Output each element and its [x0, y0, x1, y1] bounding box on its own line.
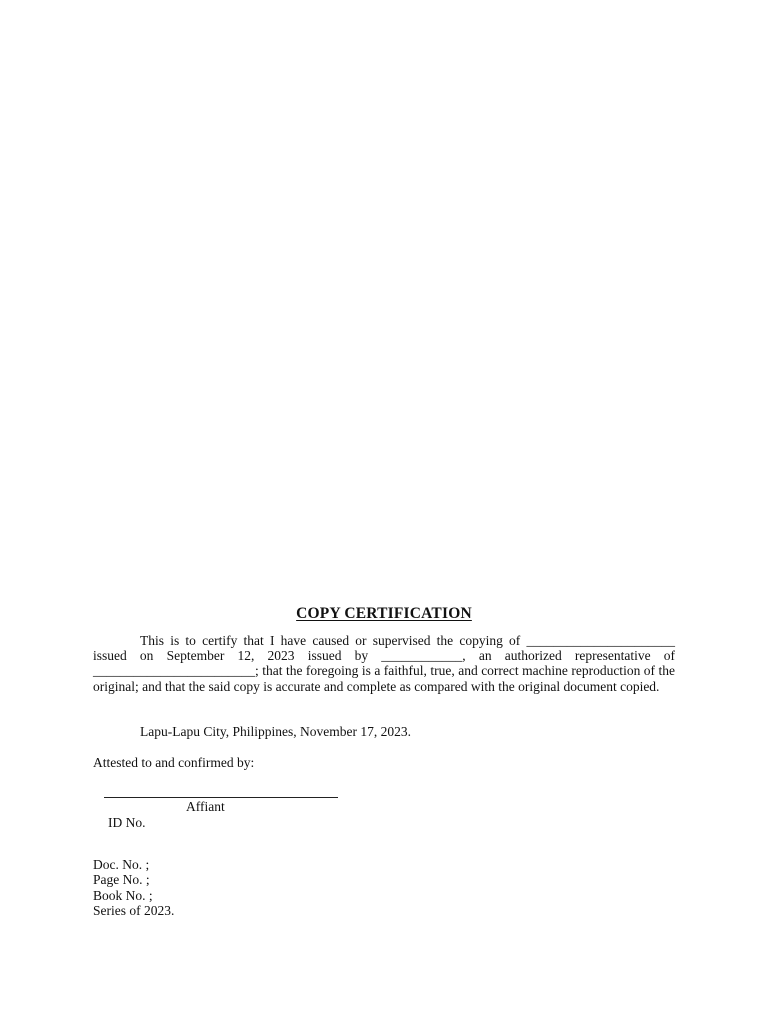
id-number-label: ID No. [108, 815, 146, 830]
page-number-line: Page No. ; [93, 872, 150, 888]
document-title [0, 605, 768, 623]
notarial-register [93, 857, 174, 918]
series-line: Series of 2023. [93, 902, 175, 918]
signature-line [104, 797, 338, 798]
certification-paragraph: This is to certify that I have caused or supervised the copying of ______________________ issued on September 12, 2023 issued by ____________, an authorized representative of ________________________; that the foregoing is a faithful, true, and correct machine reproduction of the original; and that the said copy is accurate and complete as compared with the original document copied. [93, 633, 675, 694]
book-number-line: Book No. ; [93, 887, 153, 903]
attested-line: Attested to and confirmed by: [93, 755, 255, 770]
document-title-text: COPY CERTIFICATION [296, 605, 472, 622]
doc-number-line: Doc. No. ; [93, 857, 150, 872]
affiant-label: Affiant [186, 799, 225, 814]
place-date-line: Lapu-Lapu City, Philippines, November 17, 2023. [140, 724, 411, 739]
